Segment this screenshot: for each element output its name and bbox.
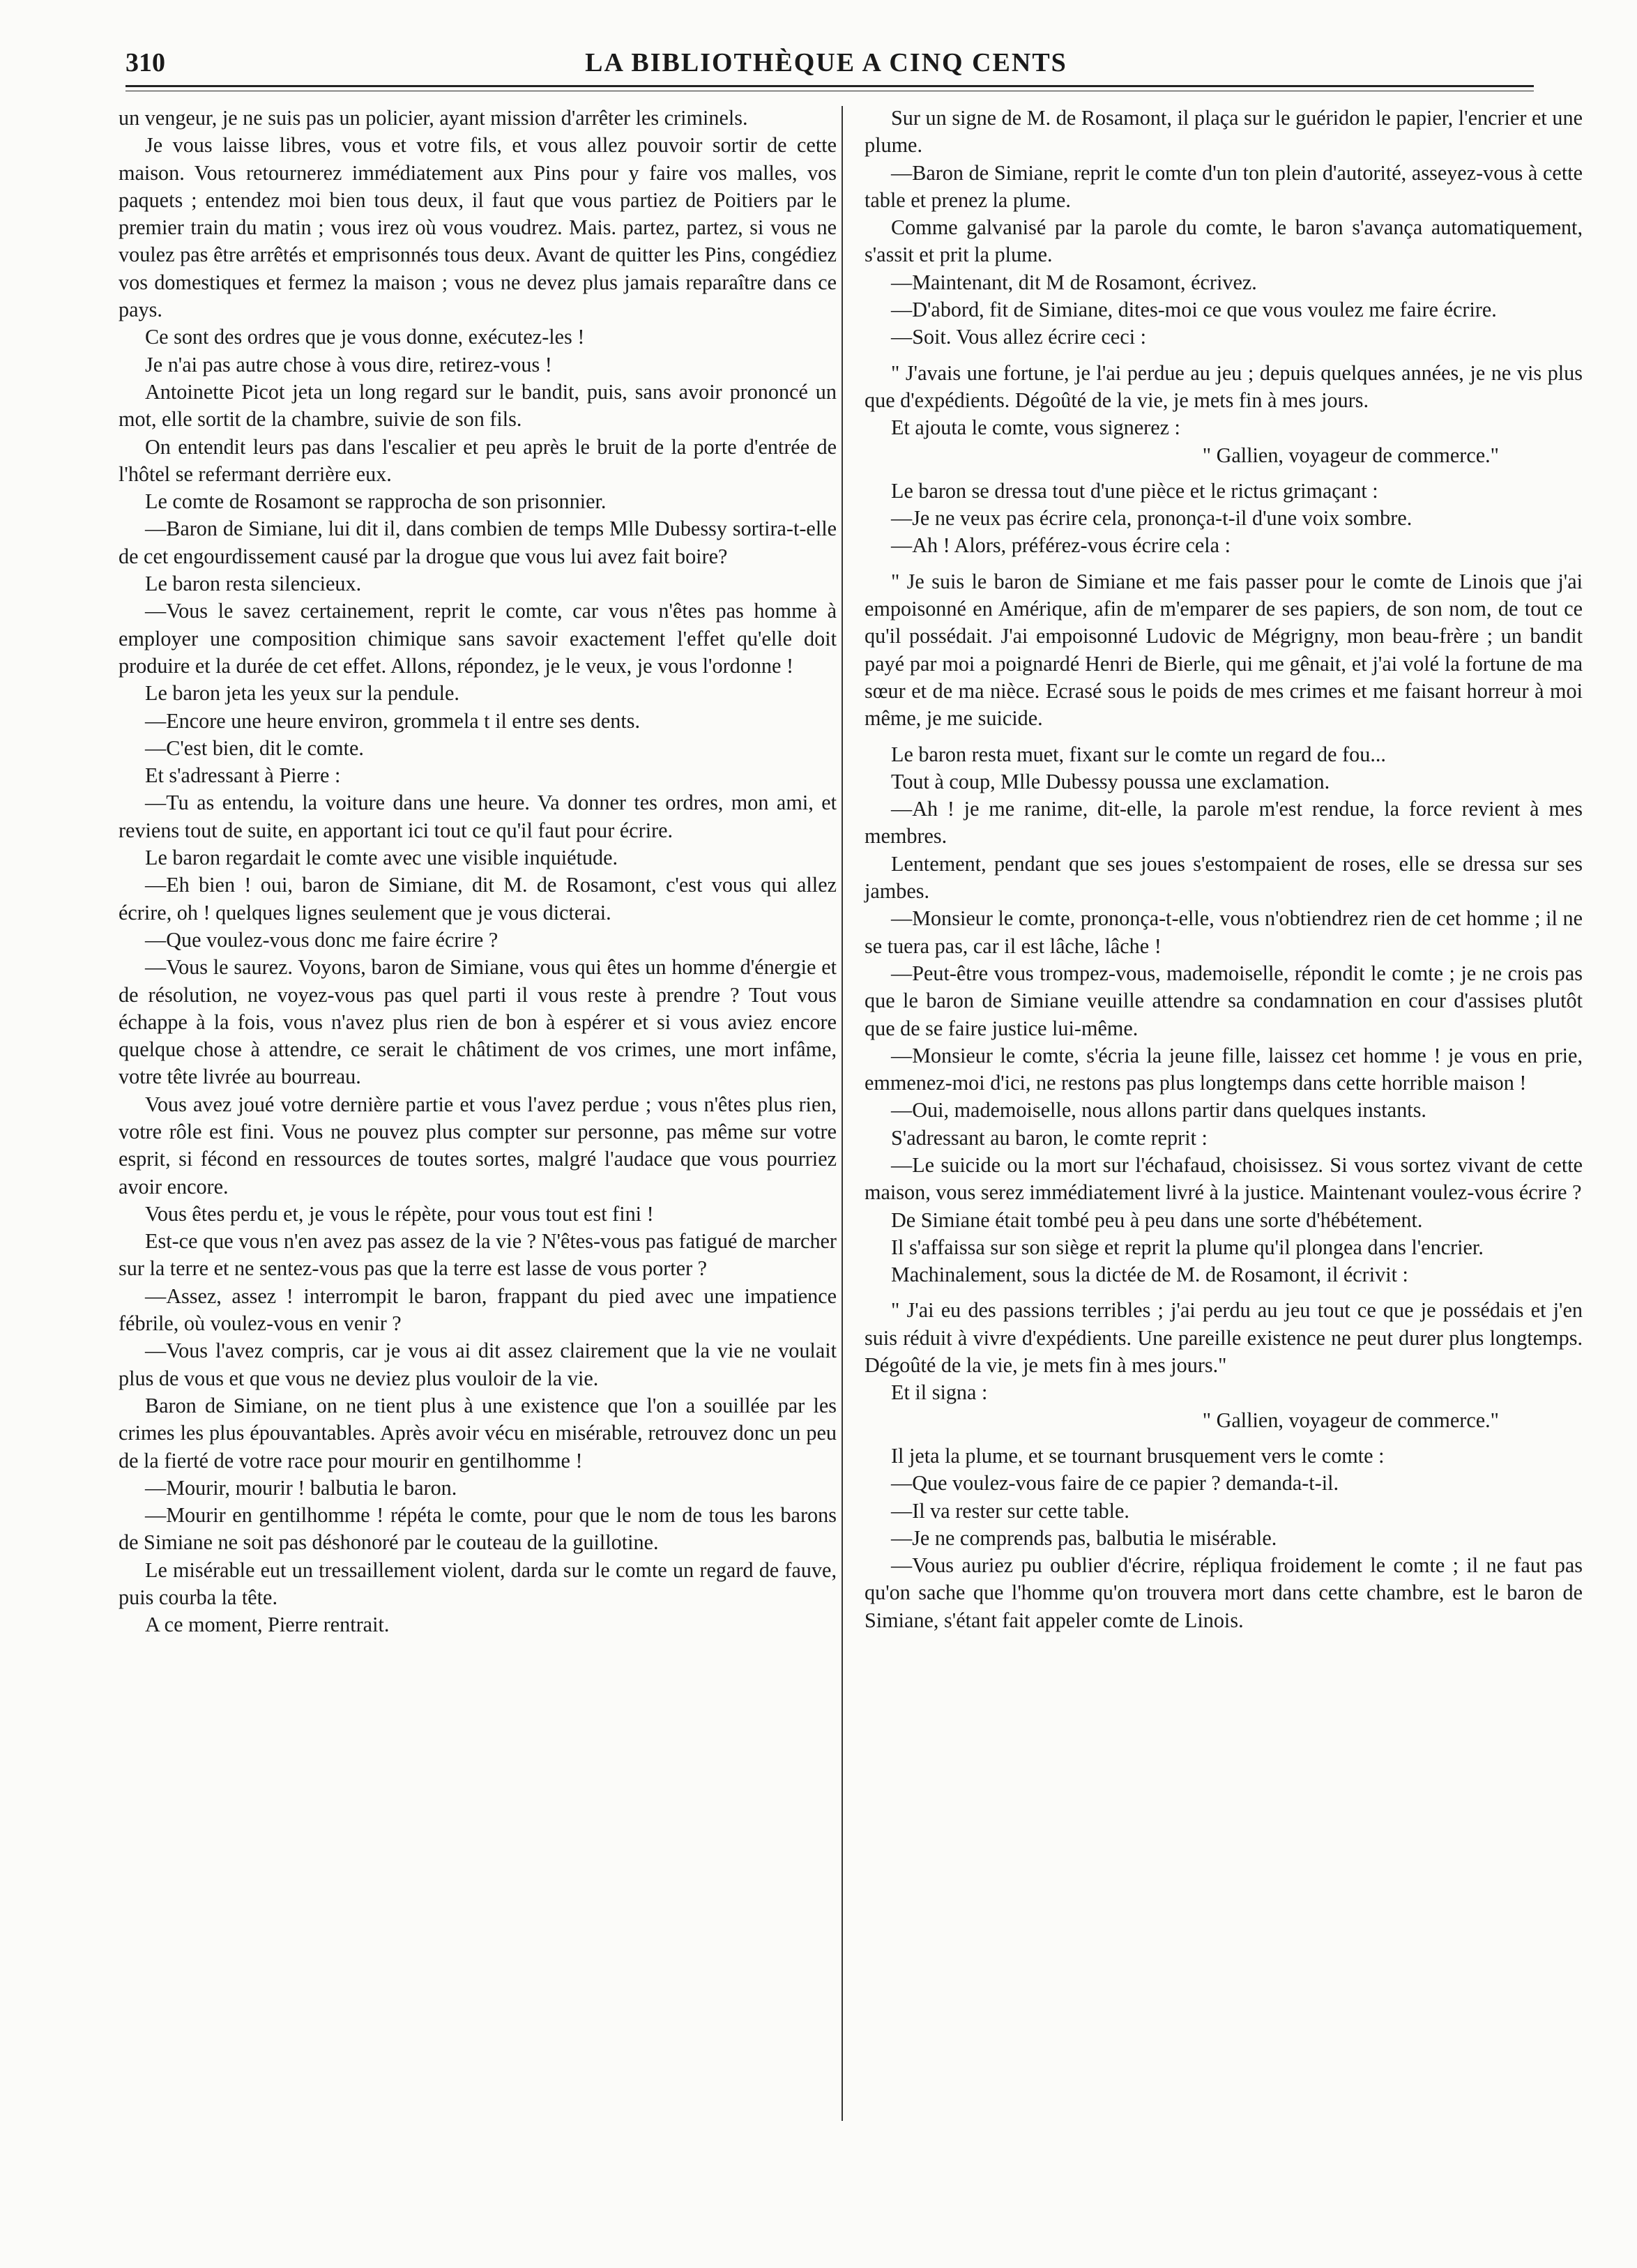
paragraph: —D'abord, fit de Simiane, dites-moi ce que vous voulez me faire écrire.	[891, 298, 1497, 322]
right-column	[865, 105, 1583, 1634]
paragraph: Antoinette Picot jeta un long regard sur le bandit, puis, sans avoir prononcé un mot, elle sortit de la chambre, suivie de son fils.	[119, 379, 837, 432]
paragraph: Il jeta la plume, et se tournant brusquement vers le comte :	[891, 1443, 1385, 1468]
paragraph: —Mourir, mourir ! balbutia le baron.	[145, 1475, 457, 1500]
paragraph: —Je ne comprends pas, balbutia le misérable.	[891, 1525, 1277, 1550]
header-rule	[125, 85, 1534, 87]
paragraph: Le misérable eut un tressaillement violent, darda sur le comte un regard de fauve, puis courba la tête.	[119, 1558, 837, 1610]
paragraph: —Monsieur le comte, s'écria la jeune fille, laissez cet homme ! je vous en prie, emmenez-moi d'ici, ne restons pas plus longtemps dans cette horrible maison !	[865, 1043, 1583, 1095]
paragraph: —Ah ! Alors, préférez-vous écrire cela :	[891, 533, 1231, 558]
left-column	[119, 105, 837, 1639]
paragraph: un vengeur, je ne suis pas un policier, ayant mission d'arrêter les criminels.	[119, 106, 748, 130]
paragraph: De Simiane était tombé peu à peu dans une sorte d'hébétement.	[891, 1208, 1423, 1232]
running-header	[119, 42, 1534, 98]
paragraph: Lentement, pendant que ses joues s'estompaient de roses, elle se dressa sur ses jambes.	[865, 851, 1583, 904]
paragraph: —Encore une heure environ, grommela t il entre ses dents.	[145, 708, 641, 733]
paragraph: —Il va rester sur cette table.	[891, 1498, 1129, 1523]
paragraph: Le baron jeta les yeux sur la pendule.	[145, 681, 459, 706]
paragraph: Et ajouta le comte, vous signerez :	[891, 416, 1180, 440]
page-number: 310	[125, 48, 165, 77]
paragraph: Comme galvanisé par la parole du comte, le baron s'avança automatiquement, s'assit et prit la plume.	[865, 215, 1583, 267]
paragraph: —Vous auriez pu oublier d'écrire, répliqua froidement le comte ; il ne faut pas qu'on sache que l'homme qu'on trouvera mort dans cette chambre, est le baron de Simiane, s'étant fait appeler comte de Linois.	[865, 1553, 1583, 1632]
paragraph: Et s'adressant à Pierre :	[145, 763, 341, 788]
signature-line: " Gallien, voyageur de commerce."	[1202, 443, 1499, 467]
paragraph: —Que voulez-vous donc me faire écrire ?	[145, 927, 498, 952]
paragraph: Sur un signe de M. de Rosamont, il plaça sur le guéridon le papier, l'encrier et une plume.	[865, 106, 1583, 158]
paragraph: —Vous l'avez compris, car je vous ai dit assez clairement que la vie ne voulait plus de vous et que vous ne deviez plus vouloir de la vie.	[119, 1339, 837, 1390]
paragraph: Je vous laisse libres, vous et votre fils, et vous allez pouvoir sortir de cette maison. Vous retournerez immédiatement aux Pins pour y faire vos malles, vos paquets ; entendez moi bien tous deux, il faut que vous partiez de Poitiers par le premier train du matin ; vous irez où vous voudrez. Mais. partez, partez, si vous ne voulez pas être arrêtés et emprisonnés tous deux. Avant de quitter les Pins, congédiez vos domestiques et fermez la maison ; vous ne devez plus jamais reparaître dans ce pays.	[119, 133, 837, 322]
paragraph: —Eh bien ! oui, baron de Simiane, dit M. de Rosamont, c'est vous qui allez écrire, oh ! quelques lignes seulement que je vous dicterai.	[119, 873, 837, 924]
paragraph: Et il signa :	[891, 1380, 988, 1405]
paragraph: —Mourir en gentilhomme ! répéta le comte, pour que le nom de tous les barons de Simiane ne soit pas déshonoré par le couteau de la guillotine.	[119, 1503, 837, 1555]
paragraph: —Que voulez-vous faire de ce papier ? demanda-t-il.	[891, 1471, 1339, 1495]
paragraph: —Ah ! je me ranime, dit-elle, la parole m'est rendue, la force revient à mes membres.	[865, 797, 1583, 848]
paragraph: —C'est bien, dit le comte.	[145, 736, 364, 760]
paragraph: —Assez, assez ! interrompit le baron, frappant du pied avec une impatience fébrile, où voulez-vous en venir ?	[119, 1284, 837, 1336]
paragraph: A ce moment, Pierre rentrait.	[145, 1613, 390, 1637]
paragraph: —Soit. Vous allez écrire ceci :	[891, 325, 1147, 349]
paragraph: Tout à coup, Mlle Dubessy poussa une exclamation.	[891, 769, 1330, 793]
paragraph: —Monsieur le comte, prononça-t-elle, vous n'obtiendrez rien de cet homme ; il ne se tuera pas, car il est lâche, lâche !	[865, 906, 1583, 958]
quoted-letter: " J'ai eu des passions terribles ; j'ai perdu au jeu tout ce que je possédais et j'en suis réduit à vivre d'expédients. Une pareille existence ne peut durer plus longtemps. Dégoûté de la vie, je mets fin à mes jours."	[865, 1298, 1583, 1378]
running-title: LA BIBLIOTHÈQUE A CINQ CENTS	[585, 48, 1067, 77]
paragraph: Vous êtes perdu et, je vous le répète, pour vous tout est fini !	[145, 1201, 654, 1226]
paragraph: Le comte de Rosamont se rapprocha de son prisonnier.	[145, 489, 607, 514]
paragraph: Le baron regardait le comte avec une visible inquiétude.	[145, 846, 618, 870]
paragraph: —Je ne veux pas écrire cela, prononça-t-il d'une voix sombre.	[891, 506, 1413, 531]
paragraph: —Vous le savez certainement, reprit le comte, car vous n'êtes pas homme à employer une composition chimique sans savoir exactement l'effet qu'elle doit produire et la durée de cet effet. Allons, répondez, je le veux, je vous l'ordonne !	[119, 599, 837, 678]
paragraph: —Oui, mademoiselle, nous allons partir dans quelques instants.	[891, 1098, 1426, 1122]
paragraph: Le baron resta muet, fixant sur le comte un regard de fou...	[891, 742, 1386, 766]
quoted-letter: " Je suis le baron de Simiane et me fais passer pour le comte de Linois que j'ai empoisonné en Amérique, afin de m'emparer de ses papiers, de son nom, de tout ce qu'il possédait. J'ai empoisonné Ludovic de Mégrigny, mon beau-frère ; un bandit payé par moi a poignardé Henri de Bierle, qui me gênait, et j'ai volé la fortune de ma sœur et de ma nièce. Ecrasé sous le poids de mes crimes et me faisant horreur à moi même, je me suicide.	[865, 569, 1583, 731]
paragraph: —Le suicide ou la mort sur l'échafaud, choisissez. Si vous sortez vivant de cette maison, vous serez immédiatement livré à la justice. Maintenant voulez-vous écrire ?	[865, 1152, 1583, 1205]
paragraph: —Baron de Simiane, lui dit il, dans combien de temps Mlle Dubessy sortira-t-elle de cet engourdissement causé par la drogue que vous lui avez fait boire?	[119, 517, 837, 568]
paragraph: Le baron resta silencieux.	[145, 572, 362, 596]
paragraph: —Tu as entendu, la voiture dans une heure. Va donner tes ordres, mon ami, et reviens tout de suite, en apportant ici tout ce qu'il faut pour écrire.	[119, 791, 837, 842]
paragraph: Machinalement, sous la dictée de M. de Rosamont, il écrivit :	[891, 1263, 1408, 1287]
paragraph: Vous avez joué votre dernière partie et vous l'avez perdue ; vous n'êtes plus rien, votre rôle est fini. Vous ne pouvez plus compter sur personne, pas même sur votre esprit, si fécond en ressources de toutes sortes, malgré l'audace que vous pourriez avoir encore.	[119, 1092, 837, 1198]
paragraph: Baron de Simiane, on ne tient plus à une existence que l'on a souillée par les crimes les plus épouvantables. Après avoir vécu en misérable, retrouvez donc un peu de la fierté de votre race pour mourir en gentilhomme !	[119, 1393, 837, 1472]
paragraph: S'adressant au baron, le comte reprit :	[891, 1125, 1208, 1150]
paragraph: Ce sont des ordres que je vous donne, exécutez-les !	[145, 325, 585, 349]
paragraph: Est-ce que vous n'en avez pas assez de la vie ? N'êtes-vous pas fatigué de marcher sur la terre et ne sentez-vous pas que la terre est lasse de vous porter ?	[119, 1229, 837, 1281]
paragraph: —Maintenant, dit M de Rosamont, écrivez.	[891, 270, 1257, 294]
column-divider	[842, 106, 843, 2121]
paragraph: —Vous le saurez. Voyons, baron de Simiane, vous qui êtes un homme d'énergie et de résolution, ne voyez-vous pas quel parti il vous reste à prendre ? Tout vous échappe à la fois, vous n'avez plus rien de bon à espérer et si vous aviez encore quelque chose à attendre, ce serait le châtiment de vos crimes, une mort infâme, votre tête livrée au bourreau.	[119, 955, 837, 1089]
paragraph: Le baron se dressa tout d'une pièce et le rictus grimaçant :	[891, 478, 1378, 503]
paragraph: Je n'ai pas autre chose à vous dire, retirez-vous !	[145, 352, 552, 376]
paragraph: —Peut-être vous trompez-vous, mademoiselle, répondit le comte ; je ne crois pas que le baron de Simiane veuille attendre sa condamnation en cour d'assises plutôt que de se faire justice lui-même.	[865, 961, 1583, 1040]
quoted-letter: " J'avais une fortune, je l'ai perdue au jeu ; depuis quelques années, je ne vis plus que d'expédients. Dégoûté de la vie, je mets fin à mes jours.	[865, 360, 1583, 412]
paragraph: Il s'affaissa sur son siège et reprit la plume qu'il plongea dans l'encrier.	[891, 1235, 1484, 1259]
paragraph: On entendit leurs pas dans l'escalier et peu après le bruit de la porte d'entrée de l'hôtel se refermant derrière eux.	[119, 434, 837, 486]
paragraph: —Baron de Simiane, reprit le comte d'un ton plein d'autorité, asseyez-vous à cette table et prenez la plume.	[865, 160, 1583, 212]
signature-line: " Gallien, voyageur de commerce."	[1202, 1408, 1499, 1432]
